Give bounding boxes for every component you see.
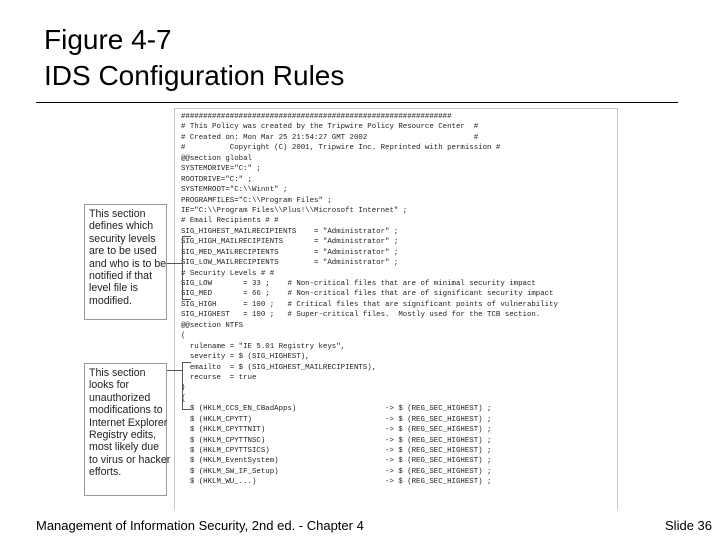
code-line: PROGRAMFILES="C:\\Program Files" ; <box>181 196 332 205</box>
callout-line: to virus or hacker <box>89 453 171 466</box>
code-line: # This Policy was created by the Tripwire Policy Resource Center # <box>181 123 479 132</box>
code-line: # Created on: Mon Mar 25 21:54:27 GMT 2002 # <box>181 133 479 142</box>
code-line: SYSTEMDRIVE="C:" ; <box>181 165 261 174</box>
code-line: $ (HKLM_CPYTTSICS) -> $ (REG_SEC_HIGHEST) ; <box>181 447 492 455</box>
code-line: # Copyright (C) 2001, Tripwire Inc. Reprinted with permission # <box>181 144 501 153</box>
callout-line: are to be used <box>89 245 157 258</box>
footer-course: Management of Information Security, 2nd ed. - Chapter 4 <box>36 518 364 533</box>
code-line: rulename = "IE 5.01 Registry keys", <box>181 342 346 351</box>
callout-registry-monitor <box>84 363 171 496</box>
code-line: $ (HKLM_EventSystem) -> $ (REG_SEC_HIGHEST) ; <box>181 457 492 466</box>
code-line: $ (HKLM_CPYTT) -> $ (REG_SEC_HIGHEST) ; <box>181 415 492 424</box>
code-line: ############################################################# <box>181 113 452 121</box>
callout-line: efforts. <box>89 466 122 479</box>
code-line: ) <box>181 384 186 393</box>
code-line: $ (HKLM_WU_...) -> $ (REG_SEC_HIGHEST) ; <box>181 478 492 487</box>
title-divider <box>36 102 678 103</box>
code-line: $ (HKLM_CPYTTNSC) -> $ (REG_SEC_HIGHEST) ; <box>181 436 492 445</box>
code-line: ROOTDRIVE="C:" ; <box>181 175 252 184</box>
code-line: SYSTEMROOT="C:\\Winnt" ; <box>181 186 288 195</box>
title-line-2: IDS Configuration Rules <box>44 60 345 91</box>
code-line: SIG_HIGHEST = 100 ; # Super-critical files. Mostly used for the TCB section. <box>181 311 541 320</box>
code-line: SIG_MED = 66 ; # Non-critical files that are of significant security impact <box>181 290 554 299</box>
slide-title <box>44 22 344 94</box>
callout-line: level file is <box>89 282 138 295</box>
code-line: recurse = true <box>181 373 257 382</box>
callout-line: This section <box>89 367 146 379</box>
code-line: SIG_HIGH = 100 ; # Critical files that are significant points of vulnerability <box>181 300 558 309</box>
code-line: SIG_LOW_MAILRECIPIENTS = "Administrator" ; <box>181 259 399 268</box>
callout-line: security levels <box>89 232 156 245</box>
code-line: SIG_LOW = 33 ; # Non-critical files that are of minimal security impact <box>181 280 536 288</box>
callout-line: Internet Explorer <box>89 416 168 429</box>
callout-line: defines which <box>89 220 154 233</box>
code-line: SIG_HIGH_MAILRECIPIENTS = "Administrator" ; <box>181 238 399 247</box>
figure-ids-config <box>84 108 632 510</box>
code-line: @@section NTFS <box>181 321 244 330</box>
callout-bracket-1 <box>182 236 191 300</box>
callout-bracket-2 <box>182 362 191 410</box>
code-line: @@section global <box>181 154 252 163</box>
code-line: emailto = $ (SIG_HIGHEST_MAILRECIPIENTS), <box>181 363 377 372</box>
callout-line: looks for <box>89 379 130 392</box>
callout-connector-1 <box>167 263 182 264</box>
code-line: SIG_MED_MAILRECIPIENTS = "Administrator" ; <box>181 248 399 257</box>
callout-line: and who is to be <box>89 257 167 270</box>
code-listing <box>181 112 613 488</box>
code-listing-panel <box>174 108 618 510</box>
callout-line: modifications to <box>89 404 163 417</box>
callout-line: modified. <box>89 294 132 307</box>
code-line: $ (HKLM_CCS_EN_CBadApps) -> $ (REG_SEC_HIGHEST) ; <box>181 405 492 414</box>
code-line: # Security Levels # # <box>181 269 275 278</box>
code-line: # Email Recipients # # <box>181 217 279 226</box>
callout-connector-2 <box>167 370 182 371</box>
callout-security-levels <box>84 204 167 320</box>
code-line: $ (HKLM_CPYTTNIT) -> $ (REG_SEC_HIGHEST) ; <box>181 426 492 435</box>
footer-slide-number: Slide 36 <box>665 518 712 533</box>
code-line: IE="C:\\Program Files\\Plus!\\Microsoft Internet" ; <box>181 206 408 215</box>
callout-line: This section <box>89 208 146 220</box>
code-line: $ (HKLM_SW_IF_Setup) -> $ (REG_SEC_HIGHEST) ; <box>181 467 492 476</box>
code-line: severity = $ (SIG_HIGHEST), <box>181 353 310 362</box>
callout-line: notified if that <box>89 270 153 283</box>
callout-line: Registry edits, <box>89 429 157 442</box>
title-line-1: Figure 4-7 <box>44 24 172 55</box>
callout-line: unauthorized <box>89 391 151 404</box>
code-line: ( <box>181 332 186 341</box>
code-line: SIG_HIGHEST_MAILRECIPIENTS = "Administrator" ; <box>181 227 399 236</box>
callout-line: most likely due <box>89 441 160 454</box>
code-line: { <box>181 394 186 403</box>
